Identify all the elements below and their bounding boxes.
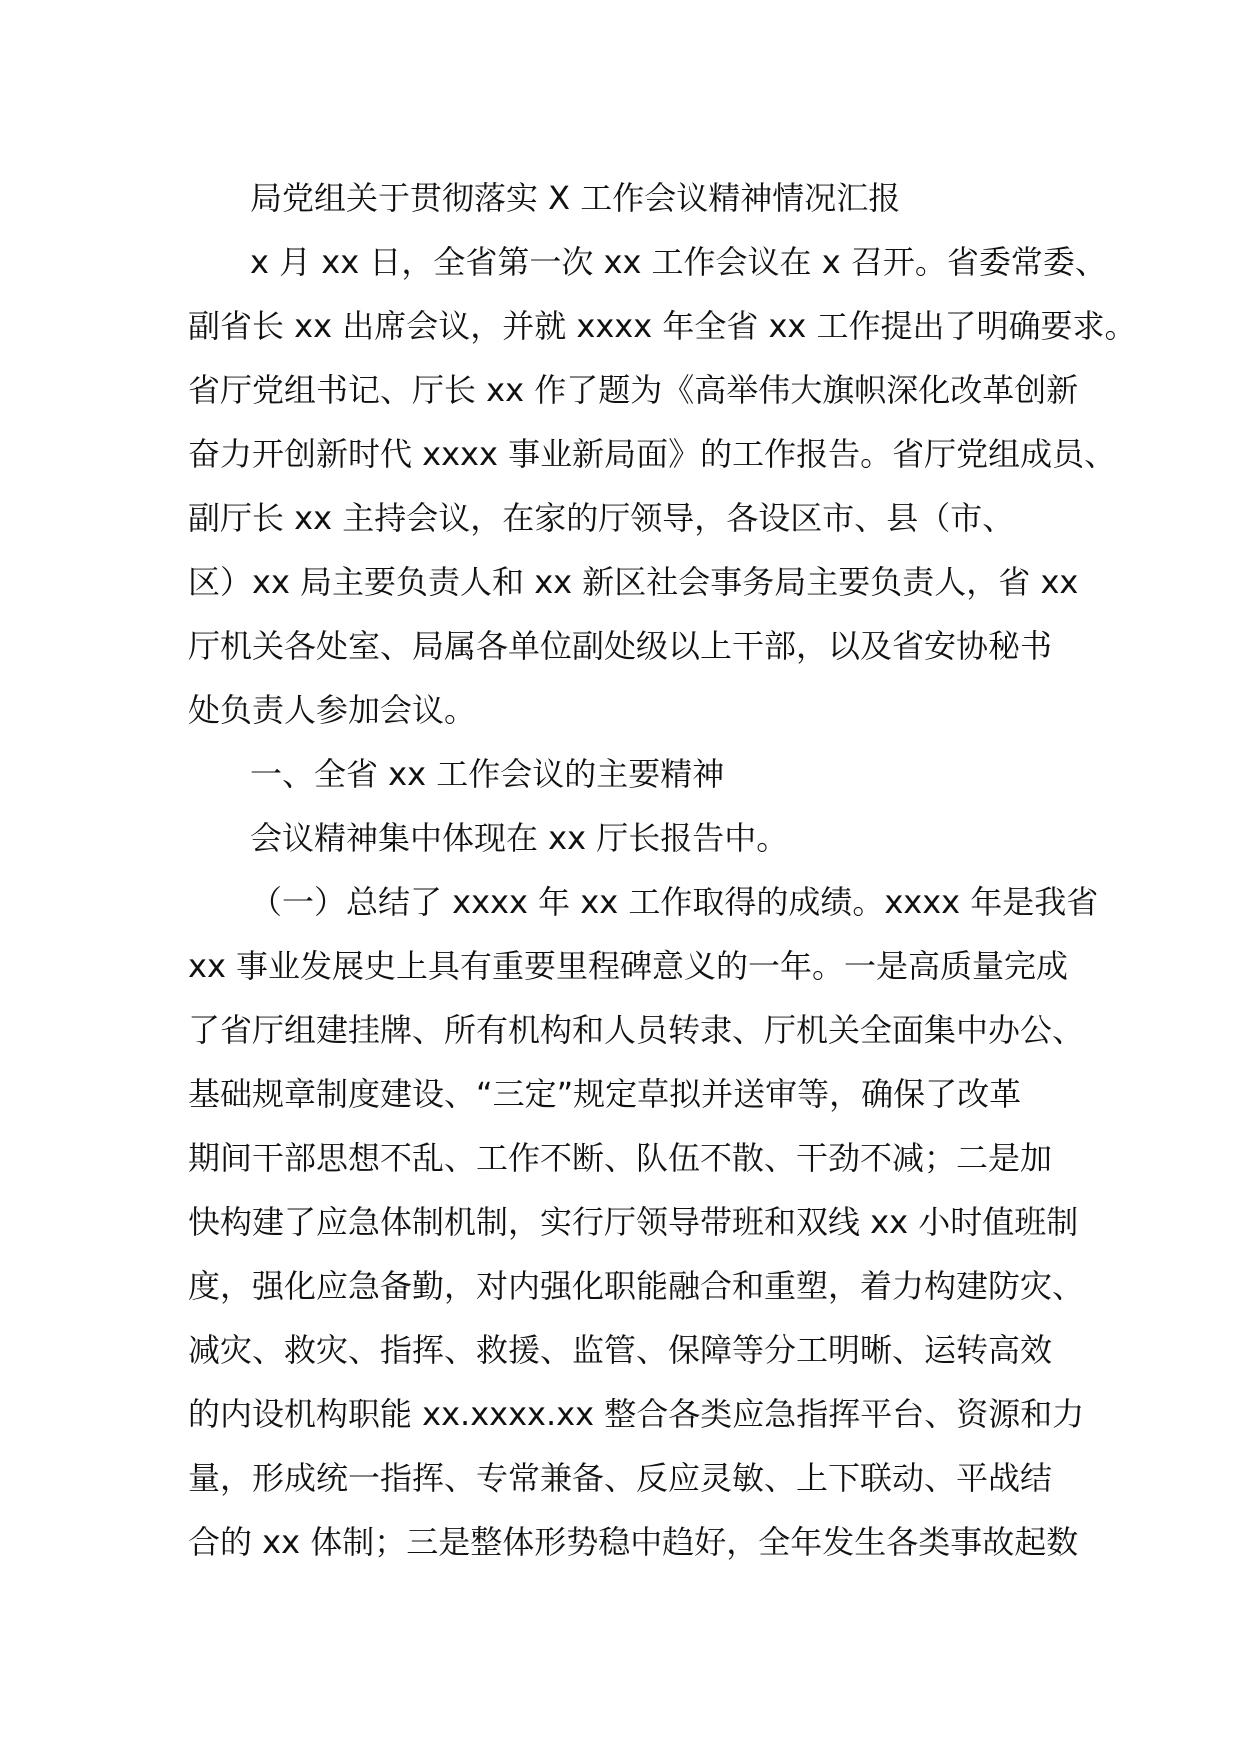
paragraph-line: 省厅党组书记、厅长 xx 作了题为《高举伟大旗帜深化改革创新 bbox=[188, 371, 1079, 409]
paragraph-line: 副厅长 xx 主持会议，在家的厅领导，各设区市、县（市、 bbox=[188, 499, 1015, 537]
paragraph-line: 副省长 xx 出席会议，并就 xxxx 年全省 xx 工作提出了明确要求。 bbox=[188, 307, 1137, 345]
paragraph-line: 减灾、救灾、指挥、救援、监管、保障等分工明晰、运转高效 bbox=[188, 1331, 1053, 1369]
paragraph-line: x 月 xx 日，全省第一次 xx 工作会议在 x 召开。省委常委、 bbox=[250, 243, 1107, 281]
paragraph-line: 处负责人参加会议。 bbox=[188, 691, 477, 729]
document-title: 局党组关于贯彻落实 X 工作会议精神情况汇报 bbox=[250, 179, 901, 217]
paragraph-line: 度，强化应急备勤，对内强化职能融合和重塑，着力构建防灾、 bbox=[188, 1267, 1085, 1305]
paragraph-line: xx 事业发展史上具有重要里程碑意义的一年。一是高质量完成 bbox=[188, 947, 1069, 985]
paragraph-line: 厅机关各处室、局属各单位副处级以上干部，以及省安协秘书 bbox=[188, 627, 1053, 665]
paragraph-line: 了省厅组建挂牌、所有机构和人员转隶、厅机关全面集中办公、 bbox=[188, 1011, 1085, 1049]
paragraph-line: 奋力开创新时代 xxxx 事业新局面》的工作报告。省厅党组成员、 bbox=[188, 435, 1117, 473]
paragraph-line: 合的 xx 体制；三是整体形势稳中趋好，全年发生各类事故起数 bbox=[188, 1523, 1079, 1561]
paragraph-line: 基础规章制度建设、“三定”规定草拟并送审等，确保了改革 bbox=[188, 1075, 1022, 1113]
paragraph-line: 会议精神集中体现在 xx 厅长报告中。 bbox=[250, 819, 789, 857]
paragraph-line: 区）xx 局主要负责人和 xx 新区社会事务局主要负责人，省 xx bbox=[188, 563, 1079, 601]
paragraph-line: 量，形成统一指挥、专常兼备、反应灵敏、上下联动、平战结 bbox=[188, 1459, 1053, 1497]
paragraph-line: 快构建了应急体制机制，实行厅领导带班和双线 xx 小时值班制 bbox=[188, 1203, 1079, 1241]
section-heading: 一、全省 xx 工作会议的主要精神 bbox=[250, 755, 725, 793]
subsection-heading: （一）总结了 xxxx 年 xx 工作取得的成绩。xxxx 年是我省 bbox=[250, 883, 1099, 921]
paragraph-line: 期间干部思想不乱、工作不断、队伍不散、干劲不减；二是加 bbox=[188, 1139, 1053, 1177]
paragraph-line: 的内设机构职能 xx.xxxx.xx 整合各类应急指挥平台、资源和力 bbox=[188, 1395, 1085, 1433]
